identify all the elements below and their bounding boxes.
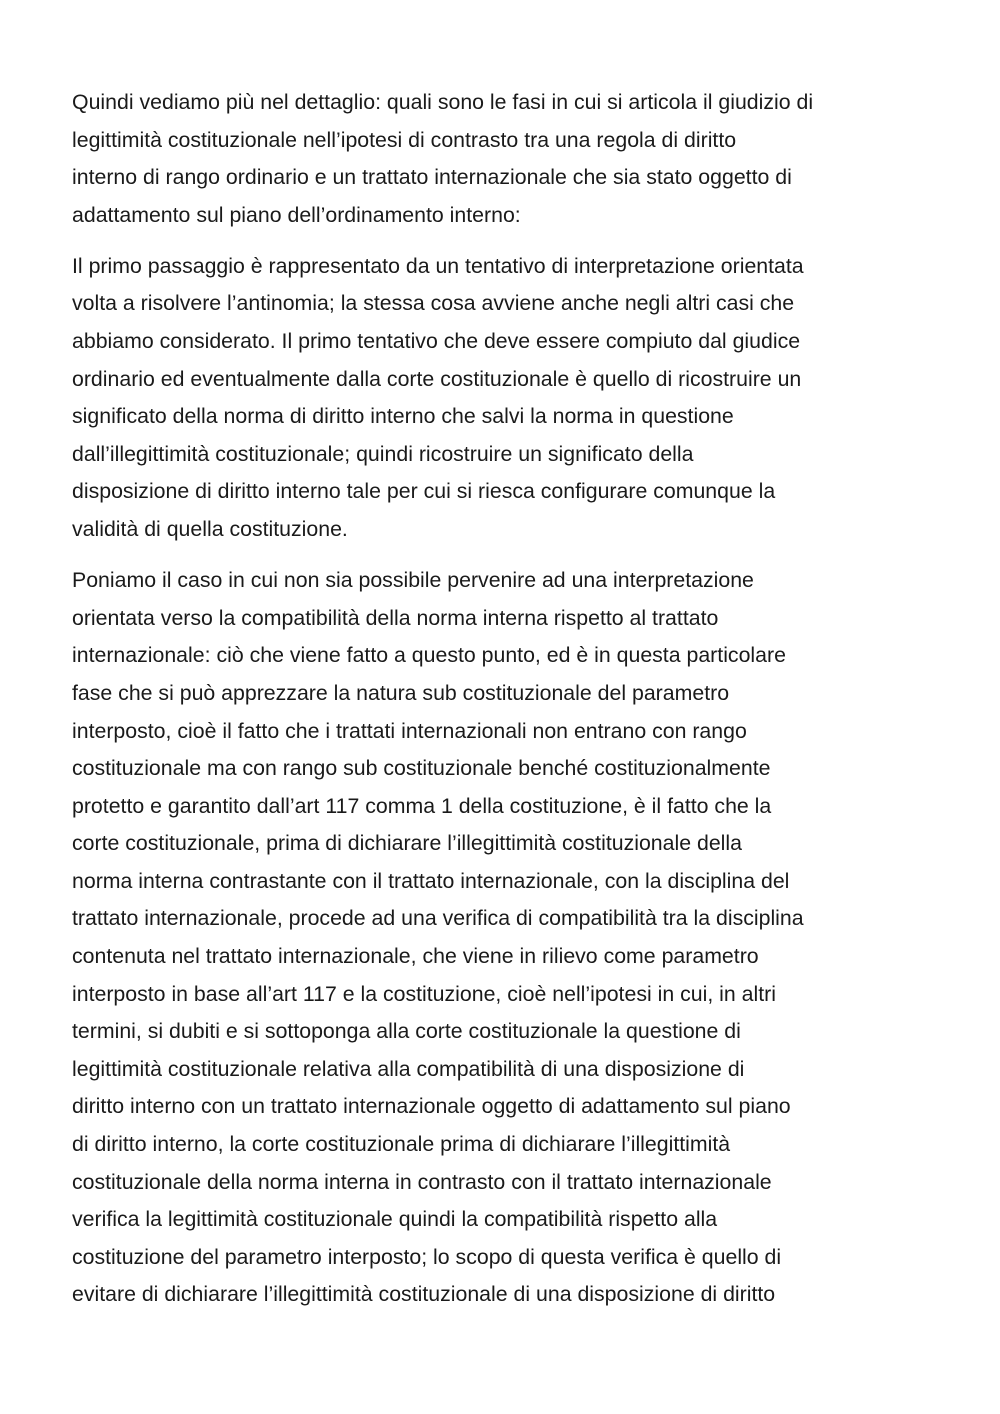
document-page — [72, 84, 934, 1328]
paragraph-second-step: Poniamo il caso in cui non sia possibile pervenire ad una interpretazione orientata verso la compatibilità della norma interna rispetto al trattato internazionale: ciò che viene fatto a questo punto, ed è in questa particolare fase che si può apprezzare la natura sub costituzionale del parametro interposto, cioè il fatto che i trattati internazionali non entrano con rango costituzionale ma con rango sub costituzionale benché costituzionalmente protetto e garantito dall’art 117 comma 1 della costituzione, è il fatto che la corte costituzionale, prima di dichiarare l’illegittimità costituzionale della norma interna contrastante con il trattato internazionale, con la disciplina del trattato internazionale, procede ad una verifica di compatibilità tra la disciplina contenuta nel trattato internazionale, che viene in rilievo come parametro interposto in base all’art 117 e la costituzione, cioè nell’ipotesi in cui, in altri termini, si dubiti e si sottoponga alla corte costituzionale la questione di legittimità costituzionale relativa alla compatibilità di una disposizione di diritto interno con un trattato internazionale oggetto di adattamento sul piano di diritto interno, la corte costituzionale prima di dichiarare l’illegittimità costituzionale della norma interna in contrasto con il trattato internazionale verifica la legittimità costituzionale quindi la compatibilità rispetto alla costituzione del parametro interposto; lo scopo di questa verifica è quello di evitare di dichiarare l’illegittimità costituzionale di una disposizione di diritto — [72, 568, 804, 1307]
paragraph-first-step: Il primo passaggio è rappresentato da un tentativo di interpretazione orientata volta a risolvere l’antinomia; la stessa cosa avviene anche negli altri casi che abbiamo considerato. Il primo tentativo che deve essere compiuto dal giudice ordinario ed eventualmente dalla corte costituzionale è quello di ricostruire un significato della norma di diritto interno che salvi la norma in questione dall’illegittimità costituzionale; quindi ricostruire un significato della disposizione di diritto interno tale per cui si riesca configurare comunque la validità di quella costituzione. — [72, 253, 804, 542]
paragraph-intro: Quindi vediamo più nel dettaglio: quali sono le fasi in cui si articola il giudizio di legittimità costituzionale nell’ipotesi di contrasto tra una regola di diritto interno di rango ordinario e un trattato internazionale che sia stato oggetto di adattamento sul piano dell’ordinamento interno: — [72, 90, 814, 227]
